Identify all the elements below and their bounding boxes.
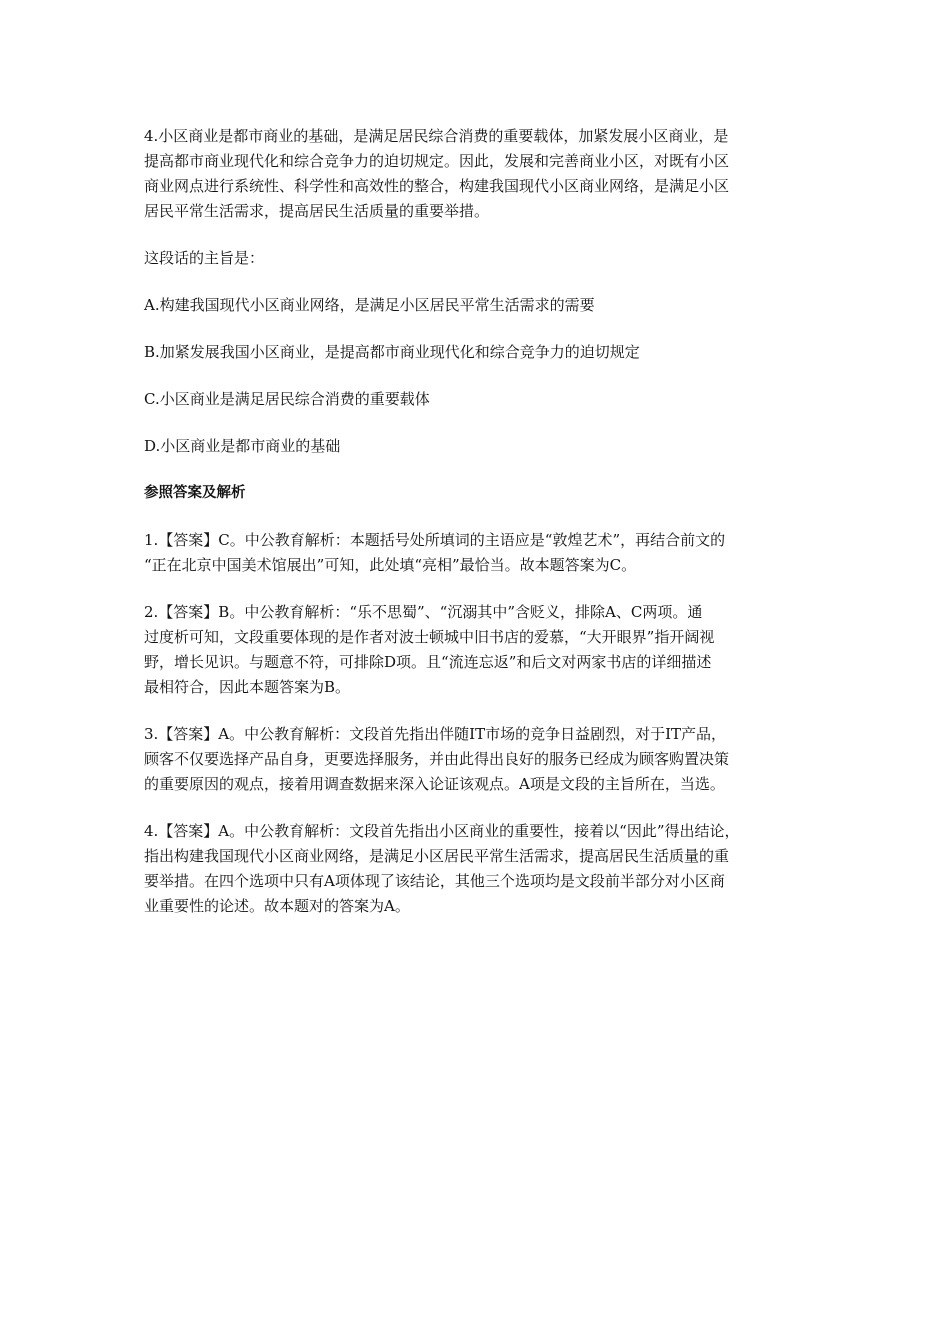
answer-3: 3.【答案】A。中公教育解析：文段首先指出伴随IT市场的竞争日益剧烈，对于IT产品， 顾客不仅要选择产品自身，更要选择服务，并由此得出良好的服务已经成为顾客购置决策 的重要原因的观点，接着用调查数据来深入论证该观点。A项是文段的主旨所在，当选。	[144, 725, 730, 793]
question-4-prompt: 这段话的主旨是：	[144, 249, 265, 267]
option-b: B.加紧发展我国小区商业，是提高都市商业现代化和综合竞争力的迫切规定	[144, 343, 640, 361]
option-d: D.小区商业是都市商业的基础	[144, 437, 341, 455]
option-a: A.构建我国现代小区商业网络，是满足小区居民平常生活需求的需要	[144, 296, 595, 314]
answer-4: 4.【答案】A。中公教育解析：文段首先指出小区商业的重要性，接着以“因此”得出结论， 指出构建我国现代小区商业网络，是满足小区居民平常生活需求，提高居民生活质量的重 要举措。在四个选项中只有A项体现了该结论，其他三个选项均是文段前半部分对小区商 业重要性的论述。故本题对的答案为A。	[144, 822, 740, 915]
document-page	[144, 124, 824, 919]
option-c: C.小区商业是满足居民综合消费的重要载体	[144, 390, 430, 408]
answers-heading: 参照答案及解析	[144, 485, 246, 501]
answer-2: 2.【答案】B。中公教育解析：“乐不思蜀”、“沉溺其中”含贬义，排除A、C两项。通 过度析可知，文段重要体现的是作者对波士顿城中旧书店的爱慕，“大开眼界”指开阔视 野，增长见识。与题意不符，可排除D项。且“流连忘返”和后文对两家书店的详细描述 最相符合，因此本题答案为B。	[144, 603, 715, 696]
answer-1: 1.【答案】C。中公教育解析：本题括号处所填词的主语应是“敦煌艺术”，再结合前文的 “正在北京中国美术馆展出”可知，此处填“亮相”最恰当。故本题答案为C。	[144, 531, 726, 574]
question-4-stem: 4.小区商业是都市商业的基础，是满足居民综合消费的重要载体，加紧发展小区商业，是 提高都市商业现代化和综合竞争力的迫切规定。因此，发展和完善商业小区，对既有小区 商业网点进行系统性、科学性和高效性的整合，构建我国现代小区商业网络，是满足小区 居民平常生活需求，提高居民生活质量的重要举措。	[144, 127, 730, 220]
